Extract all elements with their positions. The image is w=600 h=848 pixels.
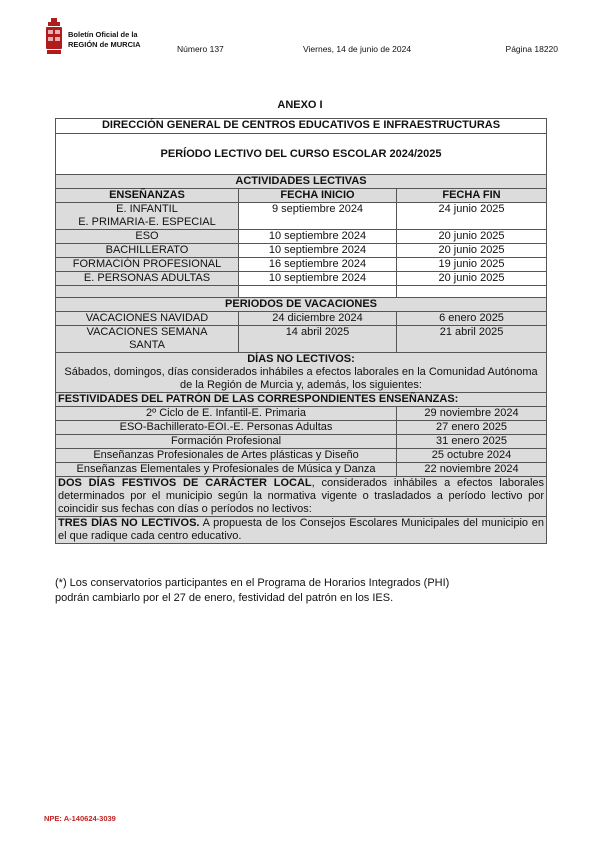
table-row (56, 421, 547, 435)
ensenanza-name: BACHILLERATO (56, 244, 239, 258)
actividades-header-row (56, 175, 547, 189)
fecha-inicio: 14 abril 2025 (239, 326, 397, 353)
empty-cell (56, 286, 239, 298)
table-row (56, 449, 547, 463)
table-row (56, 203, 547, 230)
festivos-local-cell (56, 477, 547, 517)
festividad-name: Enseñanzas Elementales y Profesionales de Música y Danza (56, 463, 397, 477)
col-header-ensenanzas: ENSEÑANZAS (56, 189, 239, 203)
festividades-header-row (56, 393, 547, 407)
footnote-line: podrán cambiarlo por el 27 de enero, festividad del patrón en los IES. (55, 592, 394, 604)
fecha-fin: 24 junio 2025 (397, 203, 547, 230)
no-lectivos-row (56, 353, 547, 393)
ensenanza-name-line: E. INFANTIL (116, 203, 178, 215)
tres-dias-text: A propuesta de los Consejos Escolares Municipales del municipio en el que radique cada centro educativo. (58, 517, 545, 542)
festividad-name: 2º Ciclo de E. Infantil-E. Primaria (56, 407, 397, 421)
fecha-inicio: 10 septiembre 2024 (239, 244, 397, 258)
actividades-title: ACTIVIDADES LECTIVAS (56, 175, 547, 189)
issue-number: Número 137 (177, 44, 224, 54)
festividad-name: ESO-Bachillerato-EOI.-E. Personas Adultas (56, 421, 397, 435)
tres-dias-bold: TRES DÍAS NO LECTIVOS. (58, 517, 200, 529)
table-row (56, 244, 547, 258)
table-row (56, 258, 547, 272)
periodo-title: PERÍODO LECTIVO DEL CURSO ESCOLAR 2024/2025 (56, 134, 547, 175)
empty-cell (397, 286, 547, 298)
festividades-title: FESTIVIDADES DEL PATRÓN DE LAS CORRESPONDIENTES ENSEÑANZAS: (56, 393, 547, 407)
periodo-row (56, 134, 547, 175)
vacaciones-title: PERIODOS DE VACACIONES (56, 298, 547, 312)
issue-date: Viernes, 14 de junio de 2024 (303, 44, 412, 54)
column-header-row (56, 189, 547, 203)
fecha-inicio: 24 diciembre 2024 (239, 312, 397, 326)
direccion-title: DIRECCIÓN GENERAL DE CENTROS EDUCATIVOS E INFRAESTRUCTURAS (56, 119, 547, 134)
no-lectivos-cell (56, 353, 547, 393)
vacaciones-name: VACACIONES NAVIDAD (56, 312, 239, 326)
table-row (56, 312, 547, 326)
table-row (56, 326, 547, 353)
festivos-local-bold: DOS DÍAS FESTIVOS DE CARÁCTER LOCAL (58, 477, 312, 489)
page-header (44, 18, 558, 58)
fecha-inicio: 16 septiembre 2024 (239, 258, 397, 272)
festividad-fecha: 27 enero 2025 (397, 421, 547, 435)
brand-line-2: REGIÓN de MURCIA (68, 40, 141, 49)
direccion-row (56, 119, 547, 134)
ensenanza-name-line: E. PRIMARIA-E. ESPECIAL (78, 216, 216, 228)
table-row (56, 272, 547, 286)
table-row (56, 230, 547, 244)
festividad-name: Enseñanzas Profesionales de Artes plásticas y Diseño (56, 449, 397, 463)
page-number: Página 18220 (505, 44, 558, 54)
ensenanza-name: E. PERSONAS ADULTAS (56, 272, 239, 286)
footnote (55, 576, 535, 606)
col-header-inicio: FECHA INICIO (239, 189, 397, 203)
ensenanza-name: ESO (56, 230, 239, 244)
vacaciones-name (56, 326, 239, 353)
school-calendar-table (55, 118, 547, 544)
festividad-fecha: 25 octubre 2024 (397, 449, 547, 463)
region-murcia-logo-icon (44, 18, 64, 56)
ensenanza-name (56, 203, 239, 230)
tres-dias-row (56, 517, 547, 544)
vacaciones-name-line: SANTA (129, 339, 165, 351)
vacaciones-name-line: VACACIONES SEMANA (86, 326, 208, 338)
fecha-inicio: 10 septiembre 2024 (239, 272, 397, 286)
ensenanza-name: FORMACIÓN PROFESIONAL (56, 258, 239, 272)
footnote-line: (*) Los conservatorios participantes en el Programa de Horarios Integrados (PHI) (55, 577, 450, 589)
no-lectivos-text: Sábados, domingos, días considerados inhábiles a efectos laborales en la Comunidad Autónoma de la Región de Murcia y, además, los siguientes: (64, 366, 538, 391)
empty-cell (239, 286, 397, 298)
table-row (56, 435, 547, 449)
festividad-fecha: 22 noviembre 2024 (397, 463, 547, 477)
fecha-fin: 20 junio 2025 (397, 272, 547, 286)
table-row (56, 463, 547, 477)
fecha-inicio: 9 septiembre 2024 (239, 203, 397, 230)
table-row (56, 407, 547, 421)
annex-title: ANEXO I (277, 99, 323, 111)
festividad-name: Formación Profesional (56, 435, 397, 449)
brand-line-1: Boletín Oficial de la (68, 30, 138, 39)
fecha-fin: 19 junio 2025 (397, 258, 547, 272)
festivos-local-row (56, 477, 547, 517)
brand-name (68, 30, 141, 50)
fecha-inicio: 10 septiembre 2024 (239, 230, 397, 244)
festividad-fecha: 29 noviembre 2024 (397, 407, 547, 421)
vacaciones-header-row (56, 298, 547, 312)
empty-row (56, 286, 547, 298)
npe-code: NPE: A-140624-3039 (44, 814, 116, 823)
col-header-fin: FECHA FIN (397, 189, 547, 203)
fecha-fin: 6 enero 2025 (397, 312, 547, 326)
no-lectivos-title: DÍAS NO LECTIVOS: (247, 353, 355, 365)
fecha-fin: 21 abril 2025 (397, 326, 547, 353)
festivos-local-text: , considerados inhábiles a efectos laborales determinados por el municipio según la normativa vigente o trasladados a período lectivo por coincidir sus fechas con días o períodos no lectivos: (58, 477, 545, 515)
fecha-fin: 20 junio 2025 (397, 244, 547, 258)
fecha-fin: 20 junio 2025 (397, 230, 547, 244)
tres-dias-cell (56, 517, 547, 544)
festividad-fecha: 31 enero 2025 (397, 435, 547, 449)
